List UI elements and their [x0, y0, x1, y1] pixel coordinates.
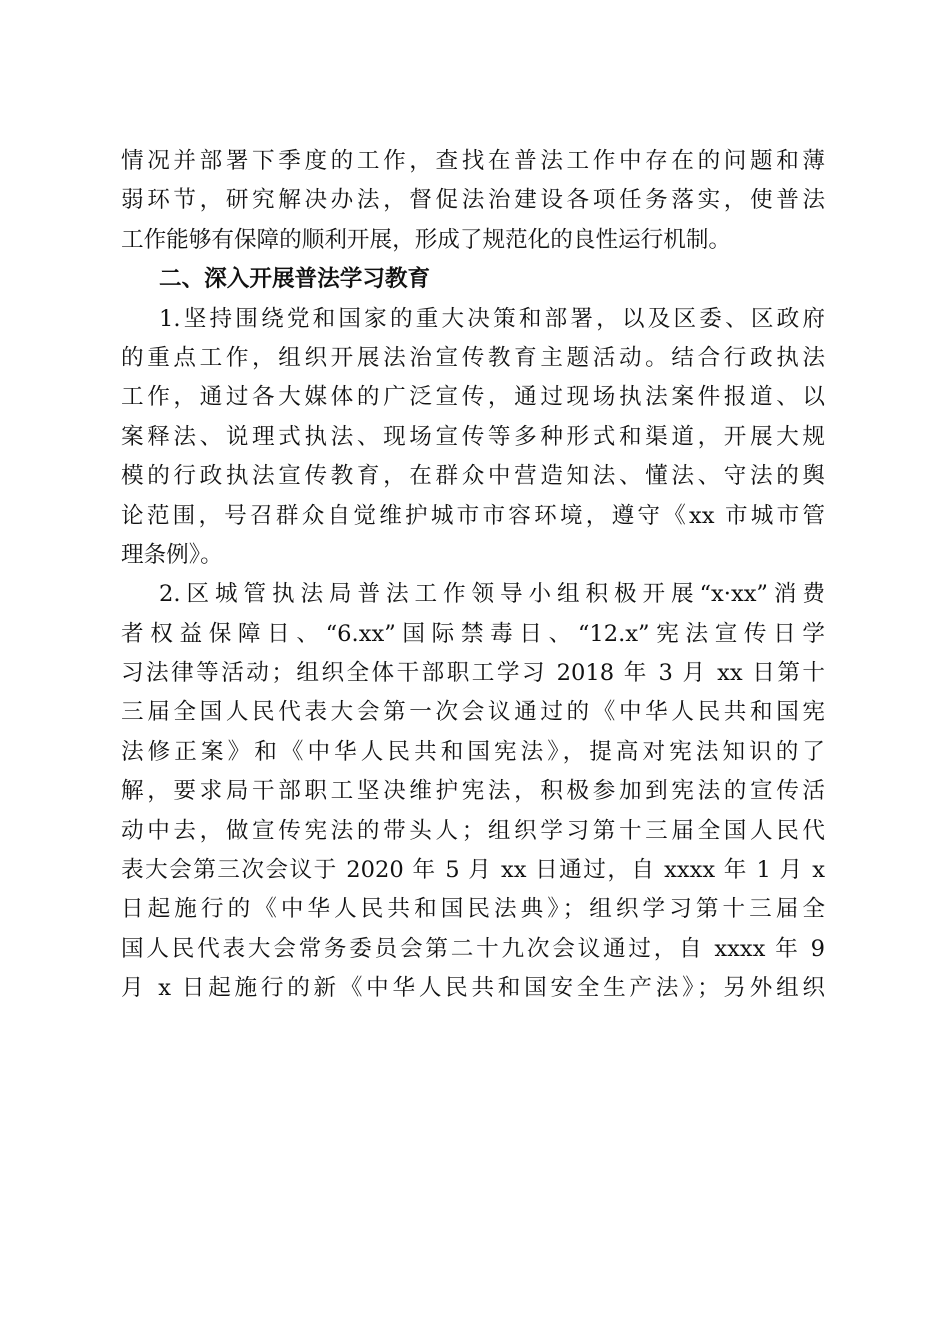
text-line: 工作能够有保障的顺利开展，形成了规范化的良性运行机制。 [121, 226, 732, 253]
text-line: 月 x 日起施行的新《中华人民共和国安全生产法》；另外组织 [121, 975, 825, 1002]
text-line: 论范围，号召群众自觉维护城市市容环境，遵守《xx 市城市管 [121, 502, 825, 529]
document-body [121, 142, 825, 1009]
paragraph-item-2 [121, 575, 825, 1008]
text-line: 国人民代表大会常务委员会第二十九次会议通过，自 xxxx 年 9 [121, 935, 825, 962]
text-line: 理条例》。 [121, 541, 223, 568]
section-heading [121, 260, 825, 299]
intro-paragraph [121, 142, 825, 260]
text-line: 表大会第三次会议于 2020 年 5 月 xx 日通过，自 xxxx 年 1 月 x [121, 857, 825, 884]
paragraph-item-1 [121, 300, 825, 576]
text-line: 情况并部署下季度的工作，查找在普法工作中存在的问题和薄 [121, 148, 825, 174]
section-heading-text: 二、深入开展普法学习教育 [159, 266, 431, 293]
text-line: 模的行政执法宣传教育，在群众中营造知法、懂法、守法的舆 [121, 463, 825, 490]
text-line: 的重点工作，组织开展法治宣传教育主题活动。结合行政执法 [121, 344, 825, 371]
text-line: 习法律等活动；组织全体干部职工学习 2018 年 3 月 xx 日第十 [121, 660, 825, 687]
text-line: 案释法、说理式执法、现场宣传等多种形式和渠道，开展大规 [121, 423, 825, 450]
text-line: 1.坚持围绕党和国家的重大决策和部署，以及区委、区政府 [159, 305, 825, 332]
text-line: 弱环节，研究解决办法，督促法治建设各项任务落实，使普法 [121, 187, 825, 214]
text-line: 法修正案》和《中华人民共和国宪法》，提高对宪法知识的了 [121, 738, 825, 765]
text-line: 2.区城管执法局普法工作领导小组积极开展“x·xx”消费 [159, 581, 825, 608]
text-line: 解，要求局干部职工坚决维护宪法，积极参加到宪法的宣传活 [121, 778, 825, 805]
text-line: 工作，通过各大媒体的广泛宣传，通过现场执法案件报道、以 [121, 384, 825, 411]
text-line: 动中去，做宣传宪法的带头人；组织学习第十三届全国人民代 [121, 817, 825, 844]
text-line: 者权益保障日、“6.xx”国际禁毒日、“12.x”宪法宣传日学 [121, 620, 825, 647]
text-line: 日起施行的《中华人民共和国民法典》；组织学习第十三届全 [121, 896, 825, 923]
text-line: 三届全国人民代表大会第一次会议通过的《中华人民共和国宪 [121, 699, 825, 726]
